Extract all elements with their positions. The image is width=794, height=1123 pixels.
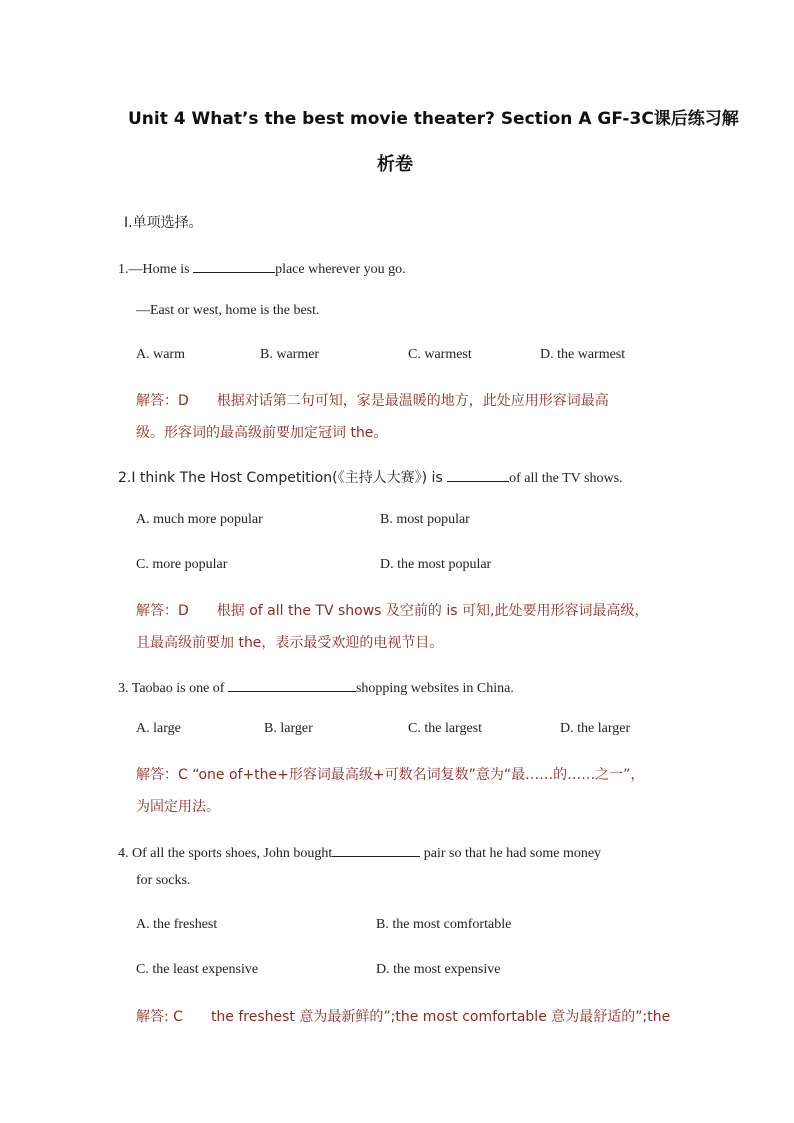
question-4 [118,842,601,862]
question-3-text-pre: 3. Taobao is one of [118,681,228,696]
question-2-blank [447,467,509,482]
document-title-line2: 析卷 [377,154,413,175]
q4-option-b: B. the most comfortable [376,917,512,932]
q2-answer-line1: 解答：D 根据 of all the TV shows 及空前的 is 可知,此处要用形容词最高级， [136,603,649,619]
q1-option-c: C. warmest [408,347,472,362]
question-2 [118,467,623,487]
question-3 [118,677,514,697]
q1-answer-line1: 解答：D 根据对话第二句可知，家是最温暖的地方，此处应用形容词最高 [136,393,609,409]
question-4-line2: for socks. [136,873,191,888]
question-1-line2: —East or west, home is the best. [136,303,320,318]
q3-option-d: D. the larger [560,721,631,736]
q2-option-c: C. more popular [136,557,228,572]
question-1-text-post: place wherever you go. [275,262,406,277]
question-1-blank [193,258,275,273]
question-3-blank [228,677,356,692]
q1-option-b: B. warmer [260,347,320,362]
question-2-text-post: of all the TV shows. [509,471,623,486]
question-4-blank [332,842,420,857]
q2-option-a: A. much more popular [136,512,263,527]
question-4-text-pre: 4. Of all the sports shoes, John bought [118,846,333,861]
q2-option-d: D. the most popular [380,557,492,572]
question-4-text-post: pair so that he had some money [420,846,602,861]
q2-answer-line2: 且最高级前要加 the，表示最受欢迎的电视节目。 [136,635,444,651]
document-title-line1: Unit 4 What’s the best movie theater? Section A GF-3C课后练习解 [128,109,739,129]
question-2-text-pre: 2.I think The Host Competition(《主持人大赛》) is [118,470,448,486]
question-1-text-pre: 1.—Home is [118,262,194,277]
q4-option-c: C. the least expensive [136,962,259,977]
q1-answer-line2: 级。形容词的最高级前要加定冠词 the。 [136,425,388,441]
q4-answer-line1: 解答: C the freshest 意为最新鲜的”;the most comfortable 意为最舒适的”;the [136,1009,671,1025]
q3-option-a: A. large [136,721,181,736]
q3-answer-line2: 为固定用法。 [136,799,220,815]
q1-option-d: D. the warmest [540,347,626,362]
q3-option-c: C. the largest [408,721,483,736]
q3-option-b: B. larger [264,721,313,736]
section-heading: Ⅰ.单项选择。 [124,215,203,231]
q2-option-b: B. most popular [380,512,470,527]
q3-answer-line1: 解答：C “one of+the+形容词最高级+可数名词复数”意为“最……的……之一”， [136,767,645,783]
q4-option-a: A. the freshest [136,917,218,932]
question-3-text-post: shopping websites in China. [355,681,514,696]
q4-option-d: D. the most expensive [376,962,501,977]
q1-option-a: A. warm [136,347,185,362]
question-1 [118,258,406,278]
